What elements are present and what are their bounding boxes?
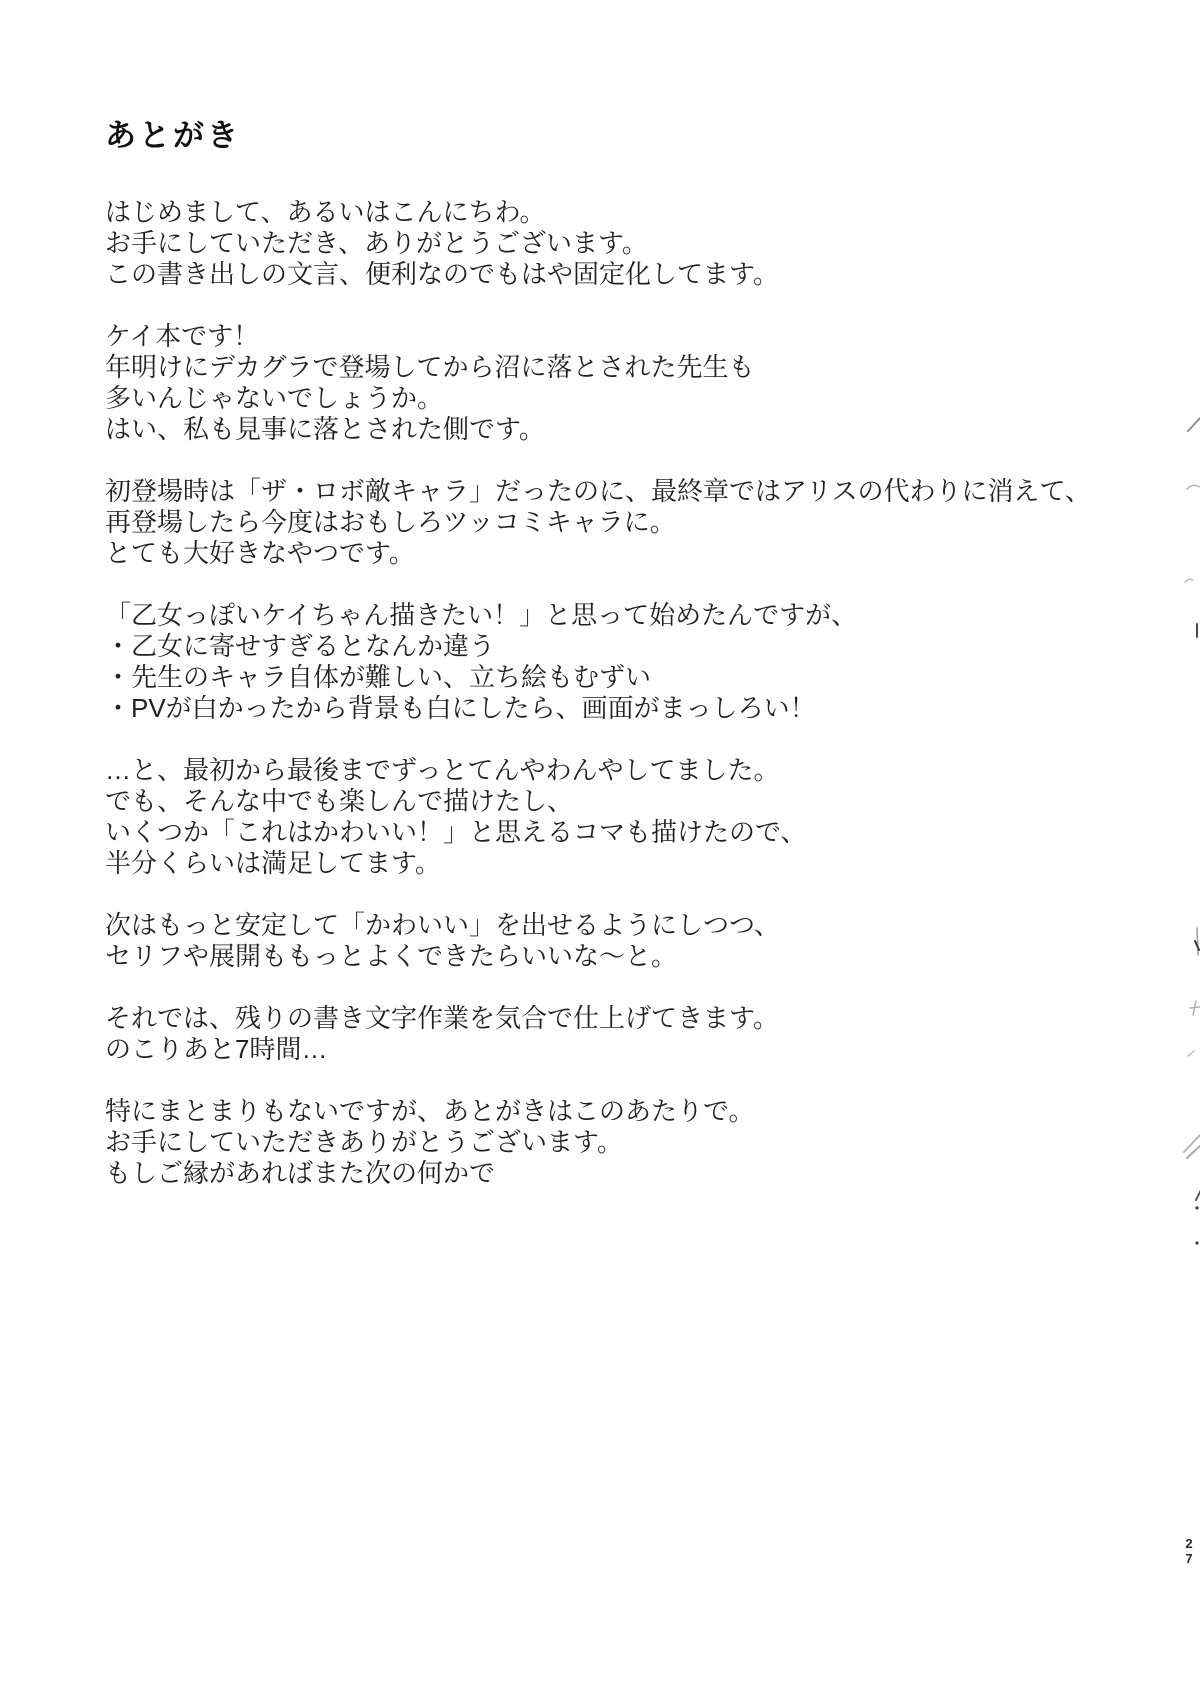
text-line: はじめまして、あるいはこんにちわ。 bbox=[105, 197, 546, 227]
text-line: はい、私も見事に落とされた側です。 bbox=[105, 414, 545, 444]
paragraph bbox=[105, 600, 1145, 724]
text-line: セリフや展開ももっとよくできたらいいな～と。 bbox=[105, 941, 678, 971]
paragraph bbox=[105, 476, 1145, 569]
paragraph bbox=[105, 755, 1145, 879]
text-line: いくつか「これはかわいい！」と思えるコマも描けたので、 bbox=[105, 817, 807, 847]
text-line: 次はもっと安定して「かわいい」を出せるようにしつつ、 bbox=[105, 910, 780, 940]
text-line: ・乙女に寄せすぎるとなんか違う bbox=[105, 631, 496, 661]
text-line: ・先生のキャラ自体が難しい、立ち絵もむずい bbox=[105, 662, 652, 692]
afterword-content bbox=[105, 118, 1145, 1189]
text-line: とても大好きなやつです。 bbox=[105, 538, 415, 568]
text-line: お手にしていただき、ありがとうございます。 bbox=[105, 228, 648, 258]
page-title: あとがき bbox=[105, 118, 241, 153]
text-line: 多いんじゃないでしょうか。 bbox=[105, 383, 444, 413]
text-line: …と、最初から最後までずっとてんやわんやしてました。 bbox=[105, 755, 780, 785]
text-line: この書き出しの文言、便利なのでもはや固定化してます。 bbox=[105, 259, 779, 289]
text-line: 特にまとまりもないですが、あとがきはこのあたりで。 bbox=[105, 1096, 755, 1126]
paragraph bbox=[105, 910, 1145, 972]
text-line: 再登場したら今度はおもしろツッコミキャラに。 bbox=[105, 507, 676, 537]
page-number bbox=[1182, 1536, 1196, 1566]
page-number-digit: 7 bbox=[1185, 1551, 1193, 1566]
text-line: 年明けにデカグラで登場してから沼に落とされた先生も bbox=[105, 352, 755, 382]
paragraph bbox=[105, 1096, 1145, 1189]
text-line: もしご縁があればまた次の何かで bbox=[105, 1158, 496, 1188]
paragraph bbox=[105, 1003, 1145, 1065]
text-line: 初登場時は「ザ・ロボ敵キャラ」だったのに、最終章ではアリスの代わりに消えて、 bbox=[105, 476, 1091, 506]
text-line: お手にしていただきありがとうございます。 bbox=[105, 1127, 623, 1157]
page-number-digit: 2 bbox=[1185, 1536, 1193, 1551]
text-line: のこりあと7時間… bbox=[105, 1034, 328, 1064]
text-line: それでは、残りの書き文字作業を気合で仕上げてきます。 bbox=[105, 1003, 779, 1033]
paragraph bbox=[105, 197, 1145, 290]
text-line: ・PVが白かったから背景も白にしたら、画面がまっしろい！ bbox=[105, 693, 816, 723]
text-line: 半分くらいは満足してます。 bbox=[105, 848, 441, 878]
text-line: 「乙女っぽいケイちゃん描きたい！」と思って始めたんですが、 bbox=[105, 600, 858, 630]
paragraph bbox=[105, 321, 1145, 445]
text-line: でも、そんな中でも楽しんで描けたし、 bbox=[105, 786, 574, 816]
text-line: ケイ本です！ bbox=[105, 321, 260, 351]
